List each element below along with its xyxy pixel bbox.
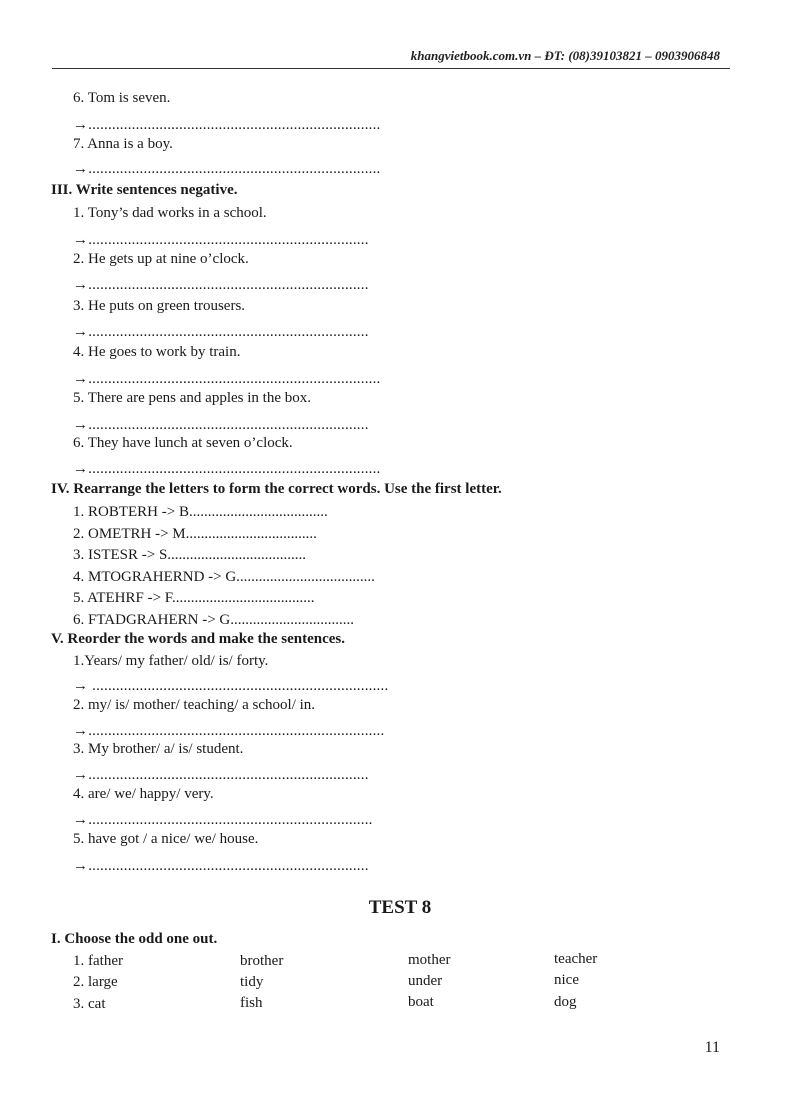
header-rule: [52, 68, 730, 69]
s5-item-2: 2. my/ is/ mother/ teaching/ a school/ in.: [73, 697, 316, 713]
s5-answer-2: →...........................................................................: [73, 723, 385, 739]
s2-item-6: 6. Tom is seven.: [73, 90, 171, 106]
s4-item-4: 4. MTOGRAHERND -> G.....................................: [73, 569, 375, 585]
s2-answer-6: →..........................................................................: [73, 117, 381, 133]
s3-answer-3: →.......................................................................: [73, 324, 369, 340]
odd-row-1-word-1: 1. father: [73, 953, 123, 969]
s5-answer-5: →.......................................................................: [73, 858, 369, 874]
s5-answer-3: →.......................................................................: [73, 767, 369, 783]
s3-answer-6: →..........................................................................: [73, 461, 381, 477]
odd-row-2-word-4: nice: [554, 972, 579, 988]
odd-row-2-word-1: 2. large: [73, 974, 118, 990]
s3-item-1: 1. Tony’s dad works in a school.: [73, 205, 267, 221]
odd-row-2-word-3: under: [408, 973, 443, 989]
s3-answer-5: →.......................................................................: [73, 417, 369, 433]
test-title: TEST 8: [368, 897, 432, 918]
s3-answer-4: →..........................................................................: [73, 371, 381, 387]
s3-item-5: 5. There are pens and apples in the box.: [73, 390, 311, 406]
s4-item-3: 3. ISTESR -> S.....................................: [73, 547, 307, 563]
s5-item-1: 1.Years/ my father/ old/ is/ forty.: [73, 653, 269, 669]
page-number: 11: [704, 1039, 720, 1056]
s3-item-4: 4. He goes to work by train.: [73, 344, 241, 360]
s5-item-3: 3. My brother/ a/ is/ student.: [73, 741, 244, 757]
s4-item-6: 6. FTADGRAHERN -> G.................................: [73, 612, 355, 628]
odd-row-2-word-2: tidy: [240, 974, 264, 990]
header-contact: khangvietbook.com.vn – ĐT: (08)39103821 – 0903906848: [410, 48, 720, 63]
odd-row-3-word-4: dog: [554, 994, 577, 1010]
s4-item-2: 2. OMETRH -> M...................................: [73, 526, 317, 542]
s3-item-3: 3. He puts on green trousers.: [73, 298, 246, 314]
test8-heading: I. Choose the odd one out.: [51, 931, 218, 947]
odd-row-3-word-2: fish: [240, 995, 263, 1011]
section-3-heading: III. Write sentences negative.: [51, 182, 238, 198]
s4-item-5: 5. ATEHRF -> F......................................: [73, 590, 315, 606]
s5-answer-4: →........................................................................: [73, 812, 373, 828]
s4-item-1: 1. ROBTERH -> B.....................................: [73, 504, 328, 520]
s3-answer-2: →.......................................................................: [73, 277, 369, 293]
odd-row-1-word-2: brother: [240, 953, 284, 969]
odd-row-1-word-4: teacher: [554, 951, 598, 967]
s3-item-6: 6. They have lunch at seven o’clock.: [73, 435, 293, 451]
odd-row-3-word-1: 3. cat: [73, 996, 106, 1012]
s5-answer-1: → ...........................................................................: [73, 678, 389, 694]
section-5-heading: V. Reorder the words and make the sentences.: [51, 631, 346, 647]
s5-item-5: 5. have got / a nice/ we/ house.: [73, 831, 259, 847]
odd-row-3-word-3: boat: [408, 994, 434, 1010]
odd-row-1-word-3: mother: [408, 952, 451, 968]
s3-item-2: 2. He gets up at nine o’clock.: [73, 251, 249, 267]
s2-item-7: 7. Anna is a boy.: [73, 136, 173, 152]
s5-item-4: 4. are/ we/ happy/ very.: [73, 786, 214, 802]
s2-answer-7: →..........................................................................: [73, 161, 381, 177]
s3-answer-1: →.......................................................................: [73, 232, 369, 248]
section-4-heading: IV. Rearrange the letters to form the correct words. Use the first letter.: [51, 481, 502, 497]
